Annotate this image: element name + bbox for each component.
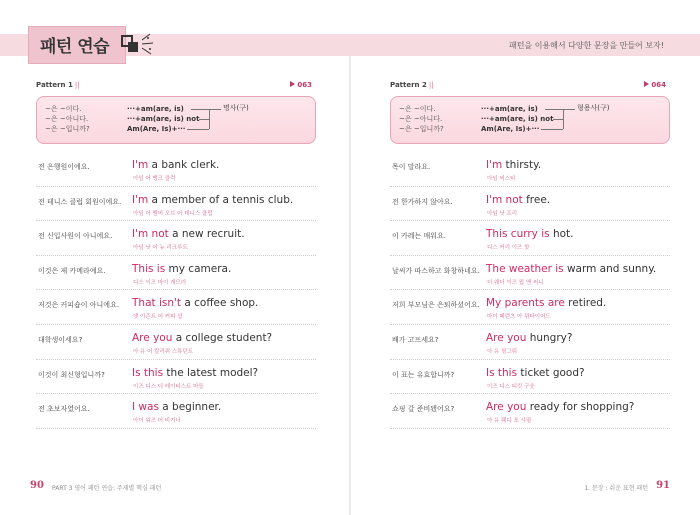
pattern-korean-line: ~은 ~입니까? (45, 125, 90, 133)
korean-sentence: 전 초보자였어요. (38, 405, 90, 414)
pattern-english-line: ···+am(are, is) (127, 105, 184, 113)
page-title: 패턴 연습 (40, 37, 110, 57)
english-sentence (132, 297, 258, 309)
sentence-rest: warm and sunny. (563, 262, 657, 275)
page-number: 90 (30, 480, 44, 491)
english-sentence (486, 332, 572, 344)
right-page (390, 78, 670, 429)
pattern-header (390, 78, 670, 92)
connector-line (541, 129, 563, 130)
sentence-rest: a bank clerk. (148, 159, 220, 171)
sentence-rest: hot. (549, 228, 574, 241)
pronunciation: 아임 써스티 (487, 176, 516, 182)
example-row (390, 360, 670, 395)
pronunciation: 디스 이즈 마이 캐므러 (133, 279, 187, 286)
pattern-highlight: Are you (486, 401, 527, 414)
english-sentence (132, 332, 272, 344)
sentence-rest: ready for shopping? (526, 401, 635, 414)
pattern-highlight: This curry is (486, 228, 550, 241)
pattern-korean-line: ~은 ~아니다. (45, 115, 89, 123)
pattern-korean-line: ~은 ~이다. (399, 105, 436, 113)
english-sentence (486, 263, 656, 275)
sentence-rest: a beginner. (158, 401, 222, 414)
sentence-rest: hungry? (526, 331, 573, 344)
pattern-box (390, 96, 670, 144)
english-sentence (132, 367, 258, 379)
pronunciation: 디스 커리 이즈 핫 (487, 245, 530, 252)
pattern-korean (399, 104, 444, 134)
page-number: 91 (656, 480, 670, 491)
sentence-rest: the latest model? (163, 366, 259, 379)
pattern-bars: || (428, 81, 434, 89)
pronunciation: 이즈 디스 티킷 구웃 (487, 383, 535, 390)
page-fold (349, 56, 351, 515)
english-sentence (132, 263, 231, 275)
audio-track[interactable] (644, 81, 666, 89)
example-list (390, 152, 670, 429)
pronunciation: 댓 이즌트 어 커피 샵 (133, 314, 183, 321)
example-row (390, 256, 670, 291)
english-sentence (486, 297, 606, 309)
example-row (390, 394, 670, 429)
pattern-korean (45, 104, 90, 134)
pattern-english-line: ···+am(are, is) not (127, 115, 200, 123)
korean-sentence: 목이 말라요. (392, 163, 431, 171)
pronunciation: 이즈 디스 더 레이티스트 마들 (133, 383, 204, 390)
pattern-highlight: I was (132, 401, 159, 414)
pronunciation: 아 유 어 칼리쥐 스튜던트 (133, 348, 194, 355)
pattern-highlight: Is this (486, 366, 518, 379)
example-row (36, 394, 316, 429)
english-sentence (486, 194, 550, 206)
sentence-rest: a coffee shop. (181, 297, 259, 310)
pattern-highlight: That isn't (132, 297, 182, 310)
pronunciation: 마이 페런츠 아 뤼타이어드 (487, 314, 551, 321)
pronunciation: 아 유 헝그뤼 (487, 348, 518, 355)
pronunciation: 아임 낫 어 뉴 리크루트 (133, 245, 188, 252)
pattern-bars: || (74, 81, 80, 89)
example-row (36, 221, 316, 256)
english-sentence (132, 194, 293, 206)
footer-text: 1. 문장 : 쉬운 표현 패턴 (584, 485, 648, 492)
sentence-rest: thirsty. (502, 159, 542, 171)
example-row (36, 290, 316, 325)
connector-line (209, 109, 210, 129)
pattern-note: 형용사(구) (577, 104, 610, 112)
track-number: 064 (651, 81, 666, 89)
sentence-rest: a new recruit. (168, 228, 245, 241)
pattern-english-line: Am(Are, Is)+··· (127, 125, 186, 133)
sentence-rest: a college student? (172, 331, 273, 344)
korean-sentence: 전 신입사원이 아니에요. (38, 232, 113, 241)
pattern-highlight: I'm not (132, 228, 169, 241)
header-subtitle: 패턴을 이용해서 다양한 문장을 만들어 보자! (508, 41, 664, 50)
example-row (36, 152, 316, 187)
pronunciation: 아임 어 멤버 오브 어 테니스 클럽 (133, 210, 213, 217)
sentence-rest: a member of a tennis club. (148, 193, 294, 206)
pattern-highlight: The weather is (486, 262, 564, 275)
play-icon (644, 81, 649, 87)
pattern-korean-line: ~은 ~이다. (45, 105, 82, 113)
pronunciation: 아 유 뤠디 포 샤핑 (487, 418, 532, 425)
korean-sentence: 전 은행원이에요. (38, 163, 90, 171)
english-sentence (486, 401, 634, 413)
sentence-rest: my camera. (165, 262, 232, 275)
pattern-highlight: This is (132, 262, 166, 275)
sparkle-decoration-icon (120, 30, 156, 60)
pattern-english-line: Am(Are, Is)+··· (481, 125, 540, 133)
sentence-rest: retired. (564, 297, 607, 310)
pattern-box (36, 96, 316, 144)
track-number: 063 (297, 81, 312, 89)
connector-line (199, 119, 209, 120)
korean-sentence: 이것이 최신형입니까? (38, 370, 105, 379)
example-row (36, 325, 316, 360)
footer-text: PART 3 영어 패턴 연습: 주제별 핵심 패턴 (52, 485, 162, 492)
example-row (36, 256, 316, 291)
korean-sentence: 날씨가 따스하고 화창하네요. (392, 266, 480, 275)
korean-sentence: 전 테니스 클럽 회원이에요. (38, 197, 122, 206)
left-page (36, 78, 316, 429)
pattern-highlight: I'm (132, 159, 149, 171)
pattern-korean-line: ~은 ~아니다. (399, 115, 443, 123)
korean-sentence: 저것은 커피숍이 아니에요. (38, 301, 120, 310)
pattern-english-line: ···+am(are, is) not (481, 115, 554, 123)
example-list (36, 152, 316, 429)
sentence-rest: free. (522, 193, 551, 206)
example-row (390, 325, 670, 360)
example-row (390, 221, 670, 256)
audio-track[interactable] (290, 81, 312, 89)
english-sentence (486, 228, 574, 240)
pattern-note: 명사(구) (223, 104, 249, 112)
english-sentence (132, 401, 221, 413)
pattern-highlight: My parents are (486, 297, 565, 310)
connector-line (563, 109, 564, 129)
korean-sentence: 배가 고프세요? (392, 335, 439, 344)
korean-sentence: 이 표는 유효합니까? (392, 370, 455, 379)
korean-sentence: 쇼핑 갈 준비됐어요? (392, 405, 455, 414)
example-row (390, 187, 670, 222)
pattern-korean-line: ~은 ~입니까? (399, 125, 444, 133)
connector-line (553, 119, 563, 120)
english-sentence (486, 159, 541, 171)
pattern-highlight: I'm (486, 159, 503, 171)
example-row (36, 187, 316, 222)
pattern-highlight: Are you (132, 331, 173, 344)
pattern-highlight: I'm (132, 193, 149, 206)
korean-sentence: 이것은 제 카메라예요. (38, 266, 106, 275)
korean-sentence: 전 한가하지 않아요. (392, 197, 453, 206)
pronunciation: 아임 낫 프리 (487, 210, 518, 217)
english-sentence (132, 228, 245, 240)
example-row (390, 290, 670, 325)
korean-sentence: 대학생이세요? (38, 335, 83, 344)
connector-line (545, 109, 575, 110)
connector-line (191, 109, 221, 110)
english-sentence (132, 159, 219, 171)
example-row (36, 360, 316, 395)
pronunciation: 아이 워즈 어 비기너 (133, 418, 181, 425)
pattern-highlight: Are you (486, 331, 527, 344)
pronunciation: 더 웨더 이즈 웜 앤 써니 (487, 279, 544, 286)
pattern-highlight: Is this (132, 366, 164, 379)
pattern-label: Pattern 1 (36, 81, 73, 89)
example-row (390, 152, 670, 187)
pattern-highlight: I'm not (486, 193, 523, 206)
play-icon (290, 81, 295, 87)
pattern-label: Pattern 2 (390, 81, 427, 89)
korean-sentence: 이 카레는 매워요. (392, 232, 447, 241)
sentence-rest: ticket good? (517, 366, 585, 379)
pattern-header (36, 78, 316, 92)
english-sentence (486, 367, 585, 379)
pattern-english-line: ···+am(are, is) (481, 105, 538, 113)
connector-line (187, 129, 209, 130)
pronunciation: 아임 어 뱅크 클럭 (133, 176, 176, 182)
korean-sentence: 저희 부모님은 은퇴하셨어요. (392, 301, 480, 310)
